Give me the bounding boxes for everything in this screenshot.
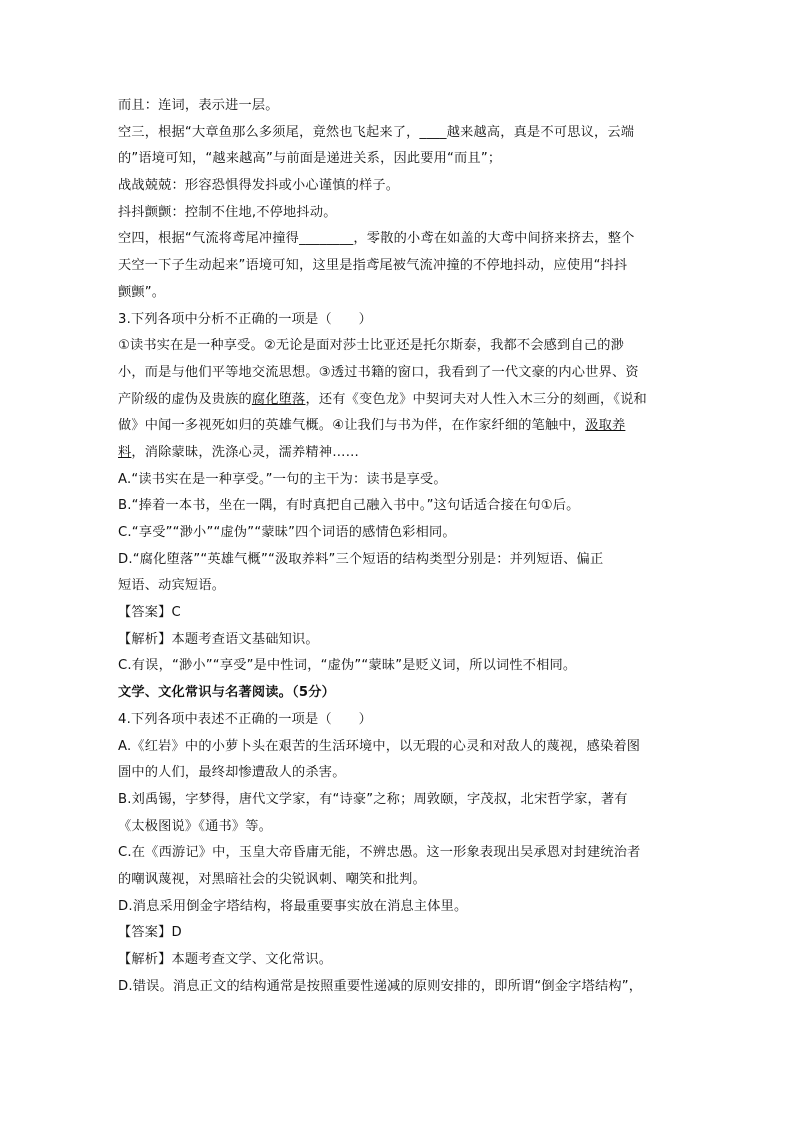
text-line <box>118 360 678 387</box>
text-line <box>118 600 678 627</box>
text-line <box>118 520 678 547</box>
text-segment: 做》中闻一多视死如归的英雄气概。④让我们与书为伴，在作家纤细的笔触中， <box>118 418 586 434</box>
text-line <box>118 146 678 173</box>
text-line <box>118 387 678 414</box>
text-line <box>118 573 678 600</box>
text-line <box>118 226 678 253</box>
text-line <box>118 93 678 120</box>
text-segment: 抖抖颤颤：控制不住地,不停地抖动。 <box>118 204 337 220</box>
section-heading <box>118 680 678 707</box>
text-segment: D.“腐化堕落”“英雄气概”“汲取养料”三个短语的结构类型分别是：并列短语、偏正 <box>118 551 604 567</box>
text-line <box>118 894 678 921</box>
text-line <box>118 787 678 814</box>
text-segment: 【答案】C <box>118 605 181 621</box>
text-line <box>118 120 678 147</box>
text-segment: ，消除蒙昧，洗涤心灵，濡养精神…… <box>131 444 359 460</box>
underlined-phrase: 腐化堕落 <box>251 391 306 407</box>
text-segment: 空三，根据“大章鱼那么多须尾，竟然也飞起来了，____越来越高，真是不可思议，云端 <box>118 124 635 140</box>
text-segment: 颤颤”。 <box>118 284 166 300</box>
underlined-phrase: 汲取养 <box>585 418 626 434</box>
text-line <box>118 333 678 360</box>
text-line <box>118 200 678 227</box>
text-line <box>118 627 678 654</box>
text-segment: A.“读书实在是一种享受。”一句的主干为：读书是享受。 <box>118 471 447 487</box>
text-segment: C.在《西游记》中，玉皇大帝昏庸无能，不辨忠愚。这一形象表现出吴承恩对封建统治者 <box>118 845 641 861</box>
text-line <box>118 947 678 974</box>
text-segment: 【解析】本题考查文学、文化常识。 <box>118 952 333 967</box>
text-line <box>118 707 678 734</box>
text-line <box>118 173 678 200</box>
text-line <box>118 867 678 894</box>
text-segment: C.“享受”“渺小”“虚伪”“蒙昧”四个词语的感情色彩相同。 <box>118 525 456 540</box>
text-segment: 短语、动宾短语。 <box>118 578 226 594</box>
text-line <box>118 547 678 574</box>
text-line <box>118 734 678 761</box>
underlined-phrase: 料 <box>118 444 132 460</box>
text-segment: B.“捧着一本书，坐在一隅，有时真把自己融入书中。”这句话适合接在句①后。 <box>118 498 580 514</box>
text-segment: 【解析】本题考查语文基础知识。 <box>118 631 319 647</box>
text-segment: 天空一下子生动起来”语境可知，这里是指鸢尾被气流冲撞的不停地抖动，应使用“抖抖 <box>118 258 628 274</box>
document-page <box>118 93 678 1000</box>
text-segment: ，还有《变色龙》中契诃夫对人性入木三分的刻画，《说和 <box>305 391 647 407</box>
text-segment: 的嘲讽蔑视，对黑暗社会的尖锐讽刺、嘲笑和批判。 <box>118 871 426 887</box>
text-line <box>118 467 678 494</box>
text-line <box>118 920 678 947</box>
text-line <box>118 653 678 680</box>
text-segment: 空四，根据“气流将鸢尾冲撞得________，零散的小鸢在如盖的大鸢中间挤来挤去，整个 <box>118 231 635 247</box>
text-segment: B.刘禹锡，字梦得，唐代文学家，有“诗豪”之称；周敦颐，字茂叔，北宋哲学家，著有 <box>118 791 628 807</box>
text-line <box>118 280 678 307</box>
text-segment: 文学、文化常识与名著阅读。（5分） <box>118 685 335 701</box>
text-line <box>118 307 678 334</box>
text-line <box>118 413 678 440</box>
text-line <box>118 253 678 280</box>
text-segment: 战战兢兢：形容恐惧得发抖或小心谨慎的样子。 <box>118 178 400 194</box>
text-segment: 产阶级的虚伪及贵族的 <box>118 391 252 407</box>
text-segment: 圄中的人们，最终却惨遭敌人的杀害。 <box>118 765 346 781</box>
text-segment: C.有误，“渺小”“享受”是中性词，“虚伪”“蒙昧”是贬义词，所以词性不相同。 <box>118 658 577 674</box>
text-segment: 的”语境可知，“越来越高”与前面是递进关系，因此要用“而且”； <box>118 151 502 167</box>
text-segment: 3.下列各项中分析不正确的一项是（ ） <box>118 311 372 327</box>
text-line <box>118 440 678 467</box>
text-segment: ①读书实在是一种享受。②无论是面对莎士比亚还是托尔斯泰，我都不会感到自己的渺 <box>118 338 624 354</box>
text-segment: 【答案】D <box>118 925 182 941</box>
text-segment: 而且：连词，表示进一层。 <box>118 98 279 113</box>
text-line <box>118 814 678 841</box>
text-segment: A.《红岩》中的小萝卜头在艰苦的生活环境中，以无瑕的心灵和对敌人的蔑视，感染着图 <box>118 738 641 754</box>
text-segment: 小，而是与他们平等地交流思想。③透过书籍的窗口，我看到了一代文豪的内心世界、资 <box>118 364 639 380</box>
text-line <box>118 974 678 1001</box>
text-line <box>118 760 678 787</box>
text-segment: 4.下列各项中表述不正确的一项是（ ） <box>118 711 372 727</box>
text-segment: 《太极图说》《通书》等。 <box>118 818 273 834</box>
text-line <box>118 840 678 867</box>
text-line <box>118 493 678 520</box>
text-segment: D.消息采用倒金字塔结构，将最重要事实放在消息主体里。 <box>118 898 468 914</box>
text-segment: D.错误。消息正文的结构通常是按照重要性递减的原则安排的，即所谓“倒金字塔结构”， <box>118 978 643 994</box>
